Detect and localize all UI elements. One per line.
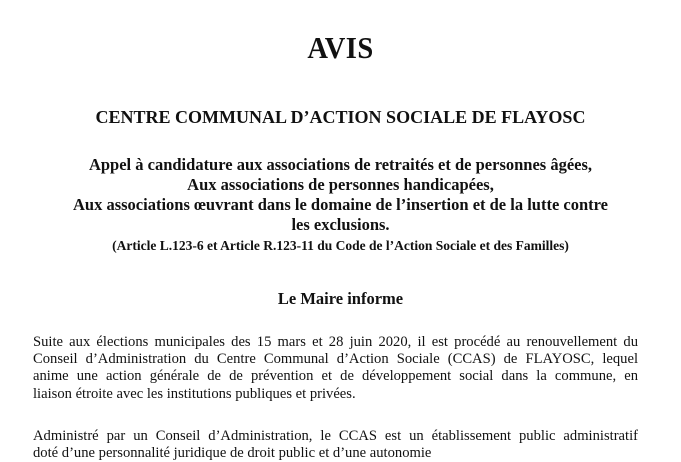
appeal-line: Aux associations œuvrant dans le domaine de l’insertion et de la lutte contre: [72, 195, 609, 214]
organization-heading: CENTRE COMMUNAL D’ACTION SOCIALE DE FLAYOSC: [95, 107, 586, 127]
paragraph-line: liaison étroite avec les institutions publiques et privées.: [33, 385, 356, 402]
paragraph-1: [33, 334, 638, 403]
paragraph-2: [33, 428, 638, 462]
legal-reference: (Article L.123-6 et Article R.123-11 du Code de l’Action Sociale et des Familles): [112, 238, 569, 253]
document-title: AVIS: [307, 30, 374, 65]
paragraph-line: doté d’une personnalité juridique de droit public et d’une autonomie: [33, 445, 432, 462]
paragraph-line: anime une action générale de de prévention et de développement social dans la commune, en: [33, 368, 638, 385]
appeal-block: [20, 155, 661, 235]
appeal-line: les exclusions.: [291, 215, 390, 234]
appeal-line: Aux associations de personnes handicapées,: [187, 175, 494, 194]
appeal-line: Appel à candidature aux associations de retraités et de personnes âgées,: [88, 155, 593, 174]
announcement-heading: Le Maire informe: [277, 289, 404, 308]
paragraph-line: Conseil d’Administration du Centre Communal d’Action Sociale (CCAS) de FLAYOSC, lequel: [33, 351, 638, 368]
paragraph-line: Administré par un Conseil d’Administration, le CCAS est un établissement public administratif: [33, 428, 638, 444]
paragraph-line: Suite aux élections municipales des 15 mars et 28 juin 2020, il est procédé au renouvellement du: [33, 334, 638, 350]
